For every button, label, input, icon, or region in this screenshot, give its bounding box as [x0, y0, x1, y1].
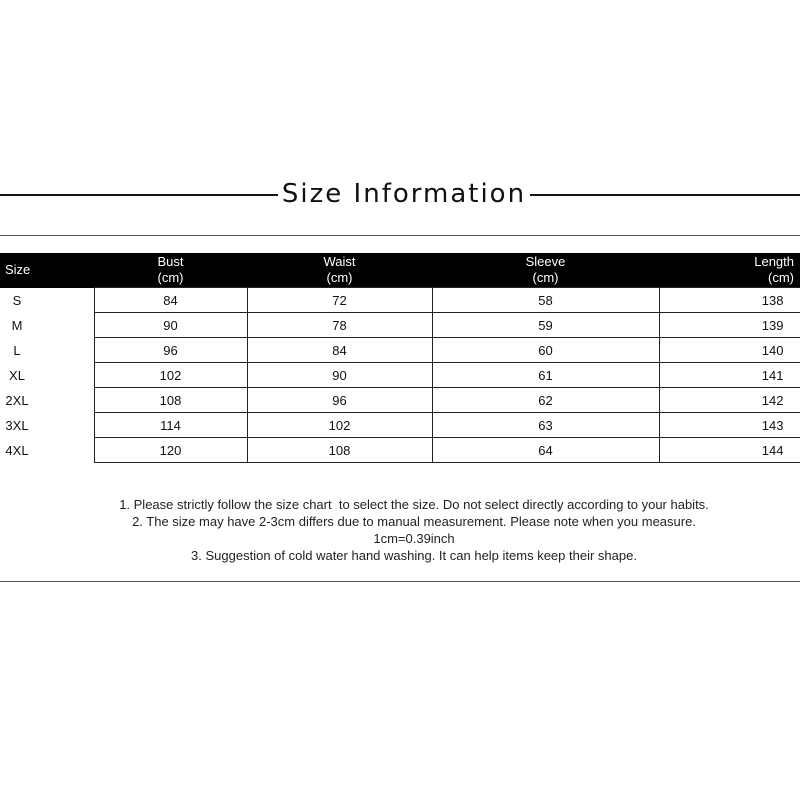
bust-cell: 84 — [94, 288, 247, 313]
sleeve-cell: 58 — [432, 288, 659, 313]
header-bust-unit: (cm) — [157, 270, 184, 285]
sleeve-cell: 60 — [432, 338, 659, 363]
bust-cell: 102 — [94, 363, 247, 388]
header-length — [659, 253, 800, 288]
size-cell — [0, 388, 94, 413]
size-cell — [0, 363, 94, 388]
header-length-label: Length — [754, 254, 794, 269]
table-row — [0, 413, 800, 438]
bust-cell: 90 — [94, 313, 247, 338]
size-cell — [0, 338, 94, 363]
length-cell: 142 — [659, 388, 800, 413]
bust-cell: 108 — [94, 388, 247, 413]
length-cell: 143 — [659, 413, 800, 438]
size-notes — [0, 496, 800, 564]
waist-cell: 108 — [247, 438, 432, 463]
sleeve-cell: 63 — [432, 413, 659, 438]
title-divider-left — [0, 194, 278, 196]
note-line: 1. Please strictly follow the size chart to select the size. Do not select directly according to your habits. — [119, 497, 709, 512]
header-waist — [247, 253, 432, 288]
length-cell: 141 — [659, 363, 800, 388]
table-row — [0, 338, 800, 363]
table-header-row — [0, 253, 800, 288]
table-row — [0, 288, 800, 313]
sleeve-cell: 61 — [432, 363, 659, 388]
waist-cell: 96 — [247, 388, 432, 413]
size-value: M — [11, 317, 23, 333]
note-line: 2. The size may have 2-3cm differs due to manual measurement. Please note when you measure. — [132, 514, 696, 529]
header-bust — [94, 253, 247, 288]
sleeve-cell: 64 — [432, 438, 659, 463]
table-row — [0, 313, 800, 338]
size-value: S — [12, 292, 22, 308]
length-cell: 140 — [659, 338, 800, 363]
header-waist-unit: (cm) — [326, 270, 353, 285]
note-line: 3. Suggestion of cold water hand washing. It can help items keep their shape. — [191, 548, 637, 563]
length-cell: 139 — [659, 313, 800, 338]
size-cell — [0, 438, 94, 463]
header-length-unit: (cm) — [768, 270, 794, 285]
waist-cell: 84 — [247, 338, 432, 363]
size-cell — [0, 413, 94, 438]
header-waist-label: Waist — [323, 254, 356, 269]
bust-cell: 120 — [94, 438, 247, 463]
size-table — [0, 253, 800, 463]
header-size — [0, 253, 94, 288]
size-value: XL — [9, 367, 25, 383]
header-sleeve — [432, 253, 659, 288]
waist-cell: 78 — [247, 313, 432, 338]
length-cell: 138 — [659, 288, 800, 313]
header-sleeve-unit: (cm) — [532, 270, 559, 285]
table-row — [0, 363, 800, 388]
header-bust-label: Bust — [157, 254, 184, 269]
sleeve-cell: 62 — [432, 388, 659, 413]
top-rule — [0, 235, 800, 236]
length-cell: 144 — [659, 438, 800, 463]
waist-cell: 90 — [247, 363, 432, 388]
header-size-label: Size — [5, 262, 31, 278]
title-row — [0, 176, 800, 212]
page-title: Size Information — [281, 179, 527, 209]
header-sleeve-label: Sleeve — [525, 254, 566, 269]
bust-cell: 96 — [94, 338, 247, 363]
waist-cell: 72 — [247, 288, 432, 313]
bust-cell: 114 — [94, 413, 247, 438]
bottom-rule — [0, 581, 800, 582]
sleeve-cell: 59 — [432, 313, 659, 338]
waist-cell: 102 — [247, 413, 432, 438]
size-value: 3XL — [5, 417, 29, 433]
size-value: L — [13, 342, 21, 358]
note-line: 1cm=0.39inch — [373, 531, 455, 546]
size-cell — [0, 313, 94, 338]
title-divider-right — [530, 194, 800, 196]
size-value: 2XL — [5, 392, 29, 408]
table-row — [0, 388, 800, 413]
size-value: 4XL — [5, 442, 29, 458]
size-cell — [0, 288, 94, 313]
table-row — [0, 438, 800, 463]
